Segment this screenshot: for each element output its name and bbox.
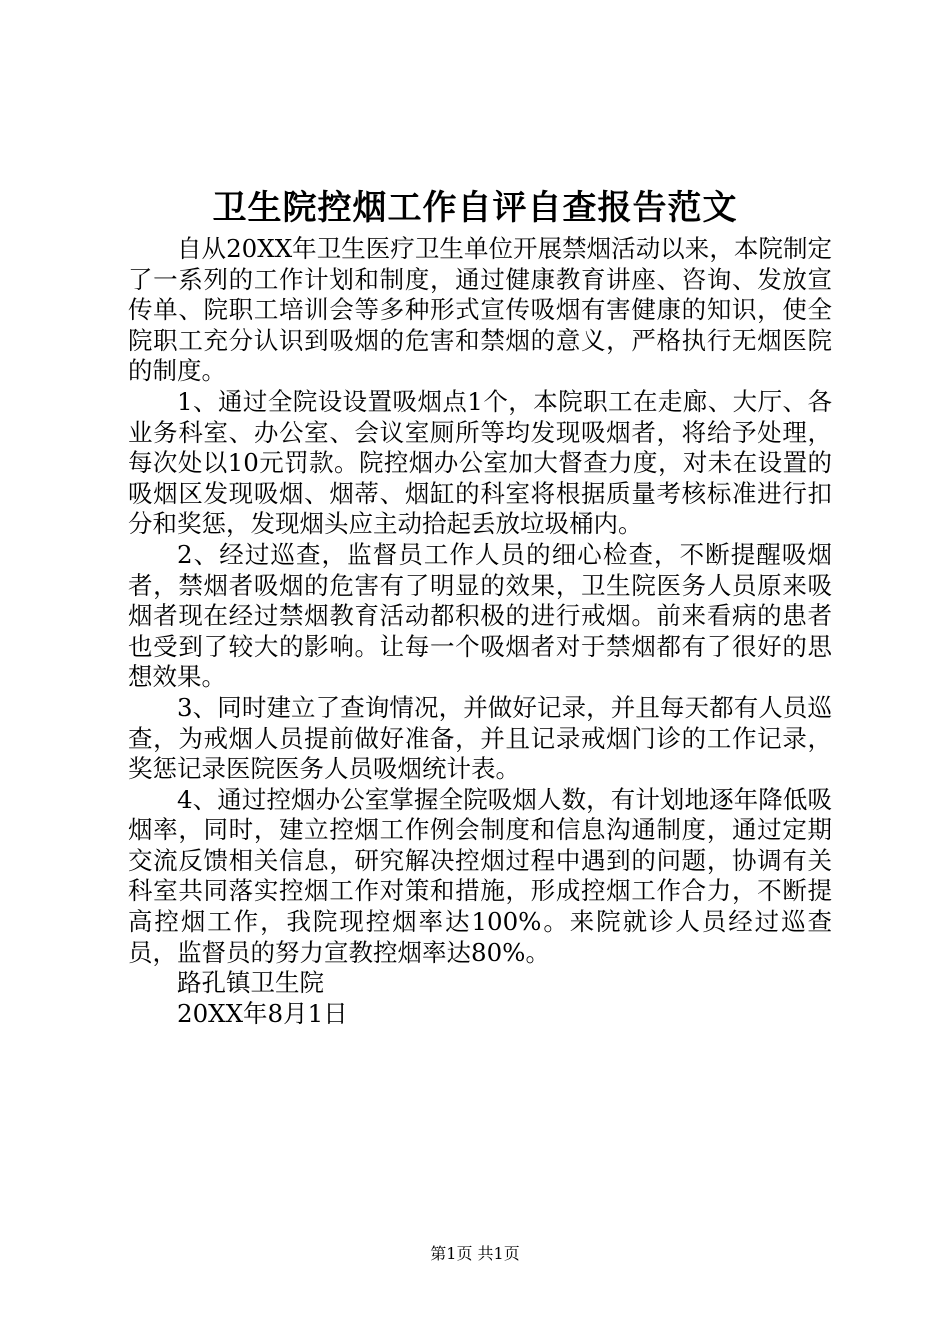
item-1-paragraph: 1、通过全院设设置吸烟点1个，本院职工在走廊、大厅、各业务科室、办公室、会议室厕所等均发现吸烟者，将给予处理，每次处以10元罚款。院控烟办公室加大督查力度，对未在设置的吸烟区发现吸烟、烟蒂、烟缸的科室将根据质量考核标准进行扣分和奖惩，发现烟头应主动拾起丢放垃圾桶内。: [128, 386, 832, 539]
document-body: [128, 234, 832, 1029]
item-2-paragraph: 2、经过巡查，监督员工作人员的细心检查，不断提醒吸烟者，禁烟者吸烟的危害有了明显的效果，卫生院医务人员原来吸烟者现在经过禁烟教育活动都积极的进行戒烟。前来看病的患者也受到了较大的影响。让每一个吸烟者对于禁烟都有了很好的思想效果。: [128, 539, 832, 692]
document-title: 卫生院控烟工作自评自查报告范文: [212, 188, 738, 228]
item-4-paragraph: 4、通过控烟办公室掌握全院吸烟人数，有计划地逐年降低吸烟率，同时，建立控烟工作例会制度和信息沟通制度，通过定期交流反馈相关信息，研究解决控烟过程中遇到的问题，协调有关科室共同落实控烟工作对策和措施，形成控烟工作合力，不断提高控烟工作，我院现控烟率达100%。来院就诊人员经过巡查员，监督员的努力宣教控烟率达80%。: [128, 784, 832, 967]
page-number-footer: 第1页 共1页: [430, 1244, 520, 1263]
organization-name: 路孔镇卫生院: [177, 968, 324, 998]
document-date: 20XX年8月1日: [177, 998, 348, 1028]
item-3-paragraph: 3、同时建立了查询情况，并做好记录，并且每天都有人员巡查，为戒烟人员提前做好准备，并且记录戒烟门诊的工作记录，奖惩记录医院医务人员吸烟统计表。: [128, 692, 832, 784]
intro-paragraph: 自从20XX年卫生医疗卫生单位开展禁烟活动以来，本院制定了一系列的工作计划和制度，通过健康教育讲座、咨询、发放宣传单、院职工培训会等多种形式宣传吸烟有害健康的知识，使全院职工充分认识到吸烟的危害和禁烟的意义，严格执行无烟医院的制度。: [128, 234, 832, 386]
